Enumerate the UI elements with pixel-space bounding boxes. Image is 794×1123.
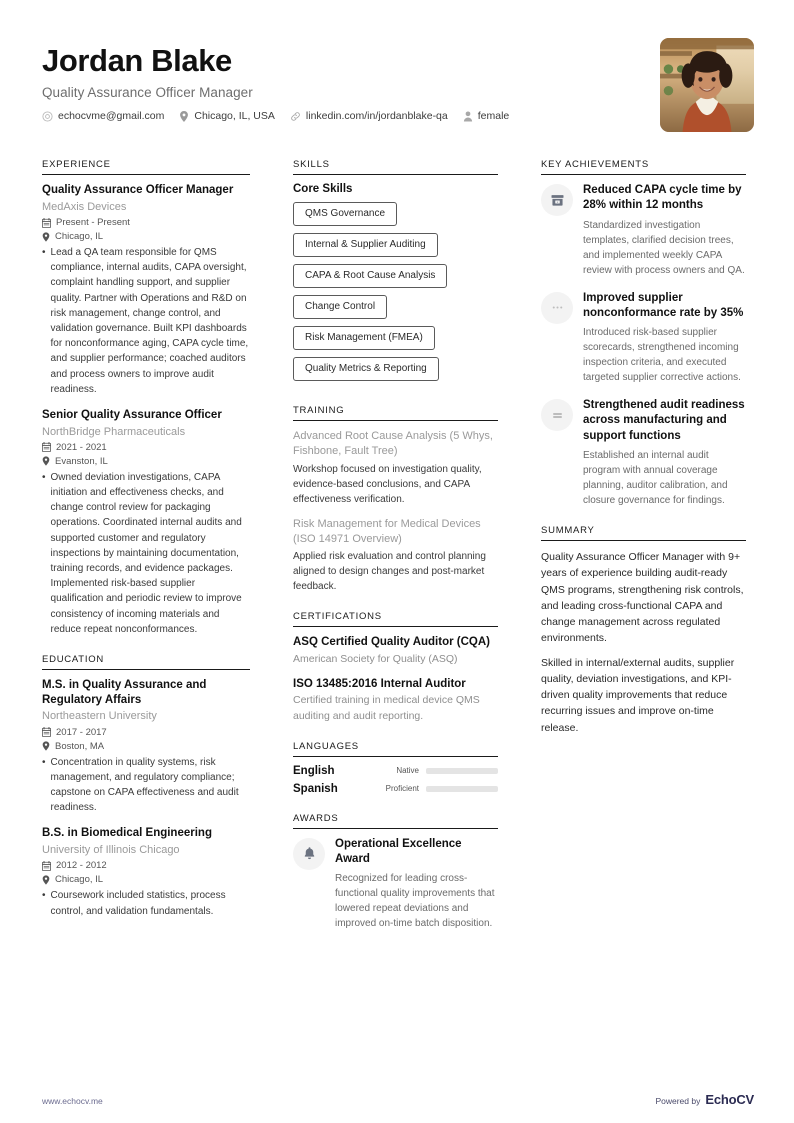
education-entry [42,678,250,815]
svg-text:x: x [556,199,558,204]
certification-issuer: Certified training in medical device QMS auditing and audit reporting. [293,694,480,722]
achievement-title: Improved supplier nonconformance rate by 35% [583,291,744,319]
achievement-item [541,398,746,508]
language-name: Spanish [293,782,338,795]
contact-location [179,110,275,122]
certification-issuer: American Society for Quality (ASQ) [293,653,458,666]
entry-title: Quality Assurance Officer Manager [42,184,234,196]
section-key-achievements [541,159,746,508]
location-pin-icon [179,111,189,122]
entry-location-text: Evanston, IL [55,455,108,467]
entry-dates-text: Present - Present [56,217,130,229]
resume-columns [42,159,754,948]
training-name: Risk Management for Medical Devices (ISO 14971 Overview) [293,517,481,545]
page-title: Jordan Blake [42,43,232,78]
footer-powered-by-label: Powered by [655,1096,701,1106]
entry-org: NorthBridge Pharmaceuticals [42,425,186,438]
footer-url[interactable]: www.echocv.me [42,1096,103,1106]
entry-title: Senior Quality Assurance Officer [42,408,222,421]
contact-email-text: echocvme@gmail.com [58,110,165,123]
training-item [293,517,498,595]
section-title-experience: EXPERIENCE [42,159,250,175]
experience-entry [42,183,250,397]
location-pin-icon [42,456,50,466]
footer-branding [655,1092,754,1107]
training-item [293,429,498,507]
skill-chip[interactable]: Quality Metrics & Reporting [293,357,439,381]
section-certifications [293,611,498,724]
language-proficiency-bar [426,786,498,792]
bullet-text: Coursework included statistics, process control, and validation fundamentals. [50,890,226,917]
certification-name: ASQ Certified Quality Auditor (CQA) [293,636,490,649]
certification-name: ISO 13485:2016 Internal Auditor [293,677,466,690]
location-pin-icon [42,741,50,751]
entry-dates [42,860,250,871]
entry-bullets [42,245,250,397]
location-pin-icon [42,875,50,885]
bullet-text: Owned deviation investigations, CAPA initiation and effectiveness checks, and change control review for packaging operations. Coordinated internal audits and supported customer and regulatory inspections by maintaining documentation, training records, and evidence packages. Implemented risk-based supplier qualification and periodic review to improve consistency of incoming materials and reduce repeat nonconformances. [50,471,242,635]
skills-group-label: Core Skills [293,183,353,195]
section-title-key-achievements: KEY ACHIEVEMENTS [541,159,746,175]
entry-dates [42,217,250,228]
bell-icon [293,838,325,870]
skill-chip[interactable]: Risk Management (FMEA) [293,326,435,350]
entry-location [42,231,250,242]
entry-org: Northeastern University [42,710,157,723]
bullet-dot-icon: • [42,471,46,483]
entry-bullets [42,470,250,637]
language-level: Native [396,766,419,776]
achievement-item [541,291,746,386]
entry-org: MedAxis Devices [42,200,127,213]
training-description: Applied risk evaluation and control planning aligned to design changes and post-market feedback. [293,551,486,593]
section-languages [293,741,498,795]
language-row [293,783,498,795]
achievement-item [541,183,746,278]
skill-chip[interactable]: CAPA & Root Cause Analysis [293,264,447,288]
skill-chip[interactable]: Internal & Supplier Auditing [293,233,438,257]
entry-location-text: Boston, MA [55,740,105,752]
entry-location-text: Chicago, IL [55,231,104,243]
entry-bullets [42,888,250,918]
location-pin-icon [42,232,50,242]
header-left [42,38,509,122]
section-title-certifications: CERTIFICATIONS [293,611,498,627]
column-right [541,159,746,948]
section-title-languages: LANGUAGES [293,741,498,757]
training-description: Workshop focused on investigation quality, evidence-based conclusions, and CAPA effectiveness verification. [293,463,482,505]
award-title: Operational Excellence Award [335,837,462,866]
archive-box-icon [541,184,573,216]
link-icon [290,111,301,122]
contact-gender-text: female [477,110,510,123]
bullet-item [42,470,250,637]
section-summary [541,525,746,736]
achievement-body [583,183,746,278]
entry-title: B.S. in Biomedical Engineering [42,827,212,840]
section-title-education: EDUCATION [42,654,250,670]
avatar [660,38,754,132]
entry-org: University of Illinois Chicago [42,844,180,857]
entry-location-text: Chicago, IL [55,874,104,886]
section-experience [42,159,250,637]
contact-row [42,110,509,122]
contact-location-text: Chicago, IL, USA [194,110,275,123]
section-skills [293,159,498,388]
summary-paragraph: Quality Assurance Officer Manager with 9+ years of experience building audit-ready QMS programs, strengthening risk controls, and leading cross-functional CAPA and change management across regulated environments. [541,550,744,645]
training-name: Advanced Root Cause Analysis (5 Whys, Fishbone, Fault Tree) [293,430,493,457]
calendar-icon [42,727,51,737]
bullet-text: Concentration in quality systems, risk management, and regulatory compliance; capstone on CAPA effectiveness and audit readiness. [50,756,239,814]
achievement-description: Standardized investigation templates, clarified decision trees, and implemented weekly CAPA review with process owners and QA. [583,219,745,276]
contact-linkedin-text: linkedin.com/in/jordanblake-qa [305,110,448,123]
language-row [293,765,498,777]
education-entry [42,826,250,918]
bullet-item [42,755,250,816]
bullet-item [42,245,250,397]
contact-gender [463,110,510,122]
person-icon [463,111,473,122]
certification-item [293,635,498,667]
achievement-title: Reduced CAPA cycle time by 28% within 12 months [583,184,742,212]
section-title-skills: SKILLS [293,159,498,175]
skill-chip[interactable]: QMS Governance [293,202,397,226]
certification-item [293,677,498,724]
calendar-icon [42,218,51,228]
section-education [42,654,250,919]
contact-linkedin[interactable] [290,110,448,122]
section-title-awards: AWARDS [293,813,498,829]
bullet-text: Lead a QA team responsible for QMS compliance, internal audits, CAPA oversight, complaint handling support, and supplier quality. Partner with Operations and R&D on risk management, change control, and validation governance. Built KPI dashboards for nonconformance aging, CAPA cycle time, and supplier performance; coached auditors and process owners to improve audit readiness. [50,247,249,395]
bullet-dot-icon: • [42,756,46,768]
resume-header [42,38,754,150]
footer-brand-name: EchoCV [705,1092,754,1107]
award-description: Recognized for leading cross-functional quality improvements that lowered repeat deviations and improved on-time batch disposition. [335,873,495,930]
entry-dates [42,727,250,738]
entry-dates-text: 2017 - 2017 [56,726,107,738]
language-name: English [293,764,335,777]
header-job-title: Quality Assurance Officer Manager [42,85,253,101]
achievement-body [583,398,746,508]
column-middle [293,159,498,948]
skills-chip-list [293,202,498,388]
entry-dates-text: 2012 - 2012 [56,860,107,872]
bullet-dot-icon: • [42,890,46,902]
achievement-body [583,291,746,386]
entry-location [42,874,250,885]
entry-location [42,741,250,752]
language-proficiency-bar [426,768,498,774]
page-footer [42,1092,754,1107]
summary-paragraph: Skilled in internal/external audits, supplier quality, deviation investigations, and KPI-driven quality improvements that reduce recurring issues and improve on-time release. [541,656,735,734]
calendar-icon [42,442,51,452]
entry-location [42,456,250,467]
entry-bullets [42,755,250,816]
achievement-description: Established an internal audit program with annual coverage planning, auditor calibration, and closure governance for findings. [583,449,728,506]
section-title-summary: SUMMARY [541,525,746,541]
bullet-item [42,888,250,918]
bullet-dot-icon: • [42,247,46,259]
ellipsis-icon [541,292,573,324]
section-title-training: TRAINING [293,405,498,421]
award-item [293,837,498,932]
entry-dates [42,442,250,453]
entry-title: M.S. in Quality Assurance and Regulatory Affairs [42,678,207,706]
profile-photo [660,38,754,132]
experience-entry [42,408,250,637]
contact-email[interactable] [42,110,164,122]
section-awards [293,813,498,932]
email-icon [42,111,53,122]
achievement-title: Strengthened audit readiness across manufacturing and support functions [583,399,745,442]
entry-dates-text: 2021 - 2021 [56,441,107,453]
skill-chip[interactable]: Change Control [293,295,387,319]
section-training [293,405,498,594]
equals-icon [541,399,573,431]
column-left [42,159,250,948]
calendar-icon [42,861,51,871]
language-level: Proficient [385,784,419,794]
award-body [335,837,498,932]
achievement-description: Introduced risk-based supplier scorecards, strengthened incoming inspection criteria, and executed targeted supplier corrective actions. [583,327,741,384]
